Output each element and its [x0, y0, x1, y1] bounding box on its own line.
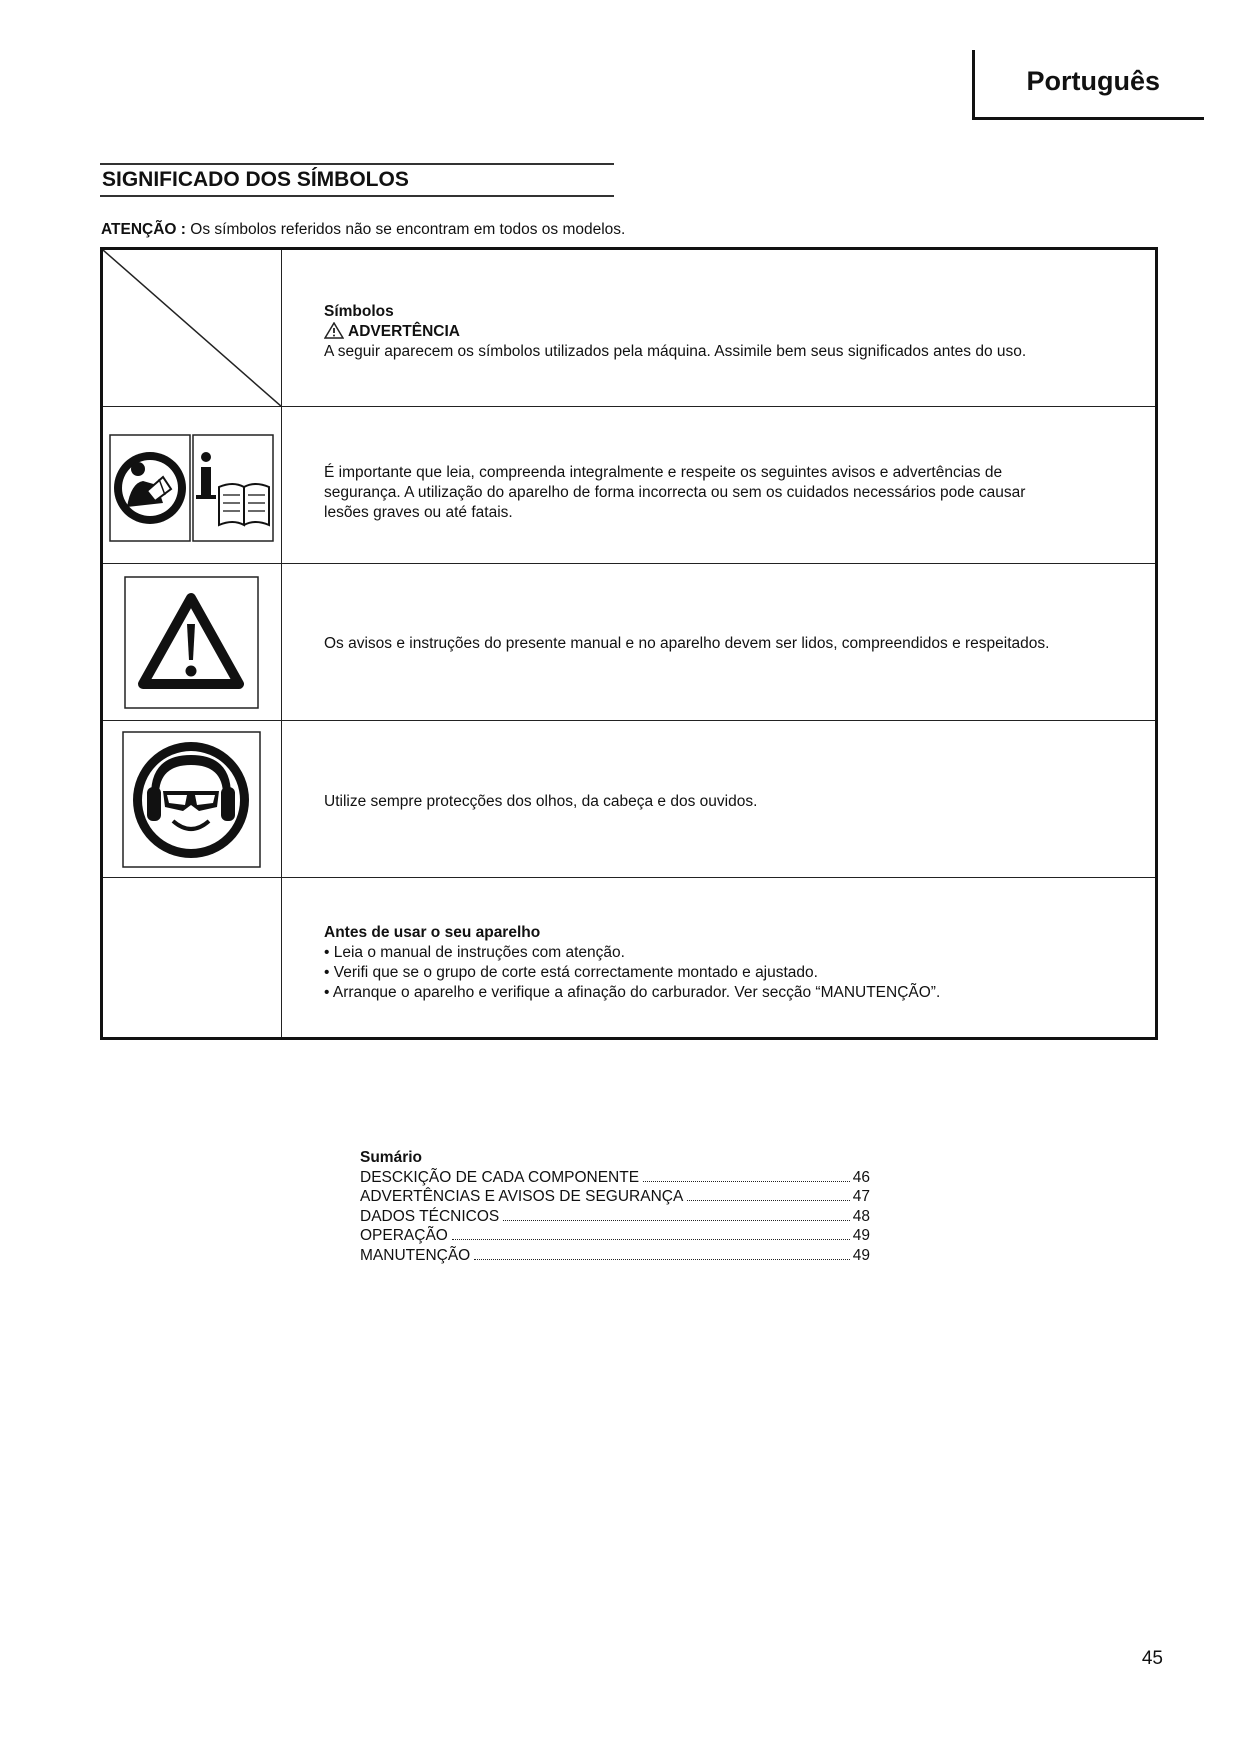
intro-description: A seguir aparecem os símbolos utilizados pela máquina. Assimile bem seus significados antes do uso. — [324, 343, 1027, 360]
toc-entry-label: OPERAÇÃO — [360, 1227, 448, 1244]
toc-entry-page: 48 — [852, 1207, 870, 1225]
toc-entry-page: 49 — [852, 1227, 870, 1244]
symbol-row-warning — [103, 564, 1155, 721]
toc-entry[interactable] — [360, 1207, 870, 1227]
protection-text: Utilize sempre protecções dos olhos, da cabeça e dos ouvidos. — [324, 793, 758, 810]
text-line: segurança. A utilização do aparelho de forma incorrecta ou sem os cuidados necessários pode causar — [324, 484, 1026, 501]
before-use-text — [324, 923, 1115, 1003]
section-title: SIGNIFICADO DOS SÍMBOLOS — [100, 163, 614, 197]
toc-entry-page: 47 — [852, 1188, 870, 1205]
toc-entry-label: MANUTENÇÃO — [360, 1246, 471, 1264]
warning-triangle-small-icon — [324, 322, 344, 339]
toc-entry[interactable] — [360, 1187, 870, 1207]
warning-text: Os avisos e instruções do presente manual e no aparelho devem ser lidos, compreendidos e respeitados. — [324, 635, 1050, 652]
diagonal-line-icon — [103, 250, 282, 407]
text-line: É importante que leia, compreenda integralmente e respeite os seguintes avisos e advertências de — [324, 464, 1003, 481]
attention-note — [101, 221, 625, 239]
toc-entry-label: DADOS TÉCNICOS — [360, 1207, 500, 1225]
attention-text: Os símbolos referidos não se encontram em todos os modelos. — [190, 221, 626, 238]
before-use-item: • Arranque o aparelho e verifique a afinação do carburador. Ver secção “MANUTENÇÃO”. — [324, 984, 941, 1001]
read-manual-text — [324, 463, 1115, 523]
before-use-row — [103, 878, 1155, 1037]
protective-gear-icon — [103, 721, 282, 878]
page-number: 45 — [1141, 1648, 1163, 1669]
toc-entry-label: ADVERTÊNCIAS E AVISOS DE SEGURANÇA — [360, 1188, 684, 1205]
symbols-intro-row — [103, 250, 1155, 407]
symbols-heading: Símbolos — [324, 303, 394, 320]
icon-cell — [103, 721, 282, 877]
toc-entry[interactable] — [360, 1168, 870, 1188]
empty-icon-cell — [103, 878, 282, 1037]
text-line: lesões graves ou até fatais. — [324, 504, 513, 521]
table-of-contents — [360, 1148, 870, 1265]
toc-entry-page: 49 — [852, 1246, 870, 1264]
symbol-row-read-manual — [103, 407, 1155, 564]
toc-entry-label: DESCKIÇÃO DE CADA COMPONENTE — [360, 1168, 640, 1186]
symbol-row-protection — [103, 721, 1155, 878]
warning-label: ADVERTÊNCIA — [348, 323, 460, 340]
language-tab — [972, 50, 1204, 120]
icon-cell — [103, 564, 282, 720]
symbols-table — [100, 247, 1158, 1040]
toc-entry-page: 46 — [852, 1168, 870, 1186]
toc-entry[interactable] — [360, 1246, 870, 1266]
warning-triangle-icon — [103, 564, 282, 721]
read-manual-icon — [103, 407, 282, 564]
warning-heading — [324, 322, 1115, 342]
toc-heading: Sumário — [360, 1149, 423, 1166]
intro-text-cell — [324, 302, 1115, 362]
before-use-item: • Verifi que se o grupo de corte está correctamente montado e ajustado. — [324, 964, 818, 981]
before-use-item: • Leia o manual de instruções com atenção. — [324, 944, 625, 961]
empty-icon-cell — [103, 250, 282, 406]
icon-cell — [103, 407, 282, 563]
toc-entry[interactable] — [360, 1226, 870, 1246]
language-label: Português — [1026, 66, 1160, 96]
before-use-heading: Antes de usar o seu aparelho — [324, 924, 541, 941]
attention-label: ATENÇÃO : — [101, 221, 186, 238]
